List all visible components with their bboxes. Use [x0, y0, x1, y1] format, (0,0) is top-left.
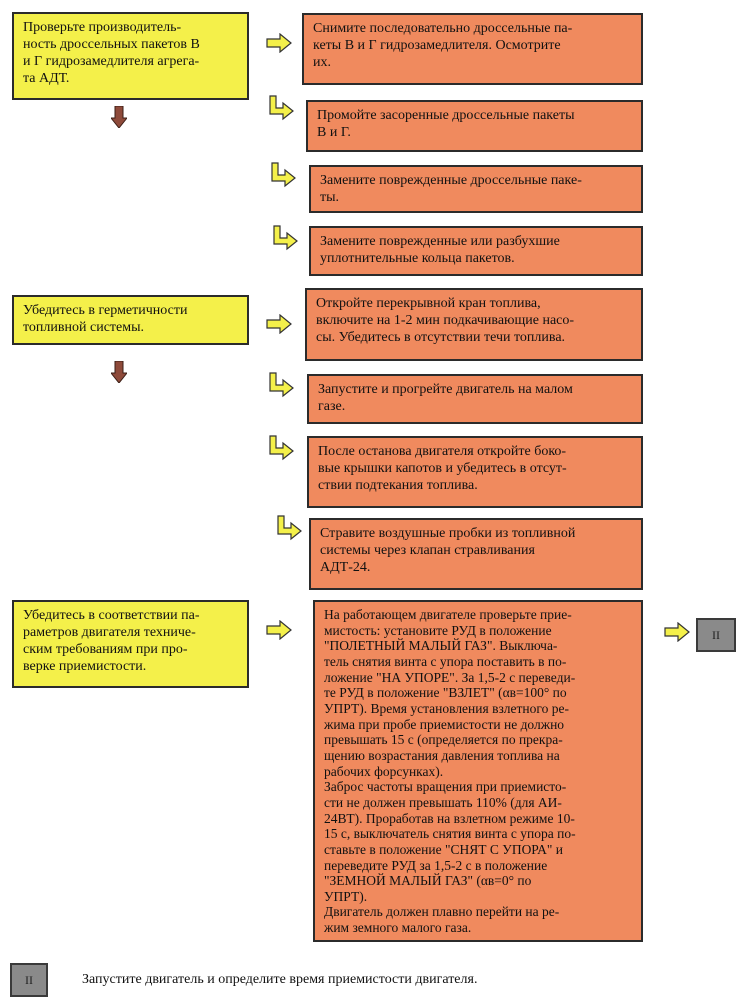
check-box-3: Убедитесь в соответствии па- раметров двигателя техниче- ским требованиям при про- верке приемистости.: [12, 600, 249, 688]
action-box-2: Промойте засоренные дроссельные пакеты В и Г.: [306, 100, 643, 152]
action-box-1: Снимите последовательно дроссельные па- кеты В и Г гидрозамедлителя. Осмотрите их.: [302, 13, 643, 85]
right-arrow-icon: [266, 620, 292, 640]
down-arrow-icon: [111, 106, 127, 128]
right-arrow-icon: [266, 314, 292, 334]
bent-arrow-icon: [270, 162, 296, 188]
action-box-7: После останова двигателя откройте боко- вые крышки капотов и убедитесь в отсут- ствии подтекания топлива.: [307, 436, 643, 508]
right-arrow-icon: [266, 33, 292, 53]
check-box-2: Убедитесь в герметичности топливной системы.: [12, 295, 249, 345]
right-arrow-icon: [664, 622, 690, 642]
action-box-6: Запустите и прогрейте двигатель на малом газе.: [307, 374, 643, 424]
bent-arrow-icon: [268, 372, 294, 398]
action-box-3: Замените поврежденные дроссельные паке- ты.: [309, 165, 643, 213]
action-box-5: Откройте перекрывной кран топлива, включите на 1-2 мин подкачивающие насо- сы. Убедитесь в отсутствии течи топлива.: [305, 288, 643, 361]
footer-reference-box: II: [10, 963, 48, 997]
bent-arrow-icon: [276, 515, 302, 541]
action-box-8: Стравите воздушные пробки из топливной системы через клапан стравливания АДТ-24.: [309, 518, 643, 590]
footer-note: Запустите двигатель и определите время приемистости двигателя.: [82, 972, 478, 987]
bent-arrow-icon: [268, 435, 294, 461]
check-box-1: Проверьте производитель- ность дроссельных пакетов В и Г гидрозамедлителя агрега- та АДТ.: [12, 12, 249, 100]
reference-box: II: [696, 618, 736, 652]
down-arrow-icon: [111, 361, 127, 383]
bent-arrow-icon: [268, 95, 294, 121]
action-box-4: Замените поврежденные или разбухшие уплотнительные кольца пакетов.: [309, 226, 643, 276]
action-box-9: На работающем двигателе проверьте прие- мистость: установите РУД в положение "ПОЛЕТНЫЙ МАЛЫЙ ГАЗ". Выключа- тель снятия винта с упора поставить в по- ложение "НА УПОРЕ". За 1,5-2 с переведи- те РУД в положение "ВЗЛЕТ" (αв=100° по УПРТ). Время установления взлетного ре- жима при пробе приемистости не должно превышать 15 с (определяется по прекра- щению возрастания давления топлива на рабочих форсунках). Заброс частоты вращения при приемисто- сти не должен превышать 110% (для АИ- 24ВТ). Проработав на взлетном режиме 10- 15 с, выключатель снятия винта с упора по- ставьте в положение "СНЯТ С УПОРА" и переведите РУД за 1,5-2 с в положение "ЗЕМНОЙ МАЛЫЙ ГАЗ" (αв=0° по УПРТ). Двигатель должен плавно перейти на ре- жим земного малого газа.: [313, 600, 643, 942]
bent-arrow-icon: [272, 225, 298, 251]
